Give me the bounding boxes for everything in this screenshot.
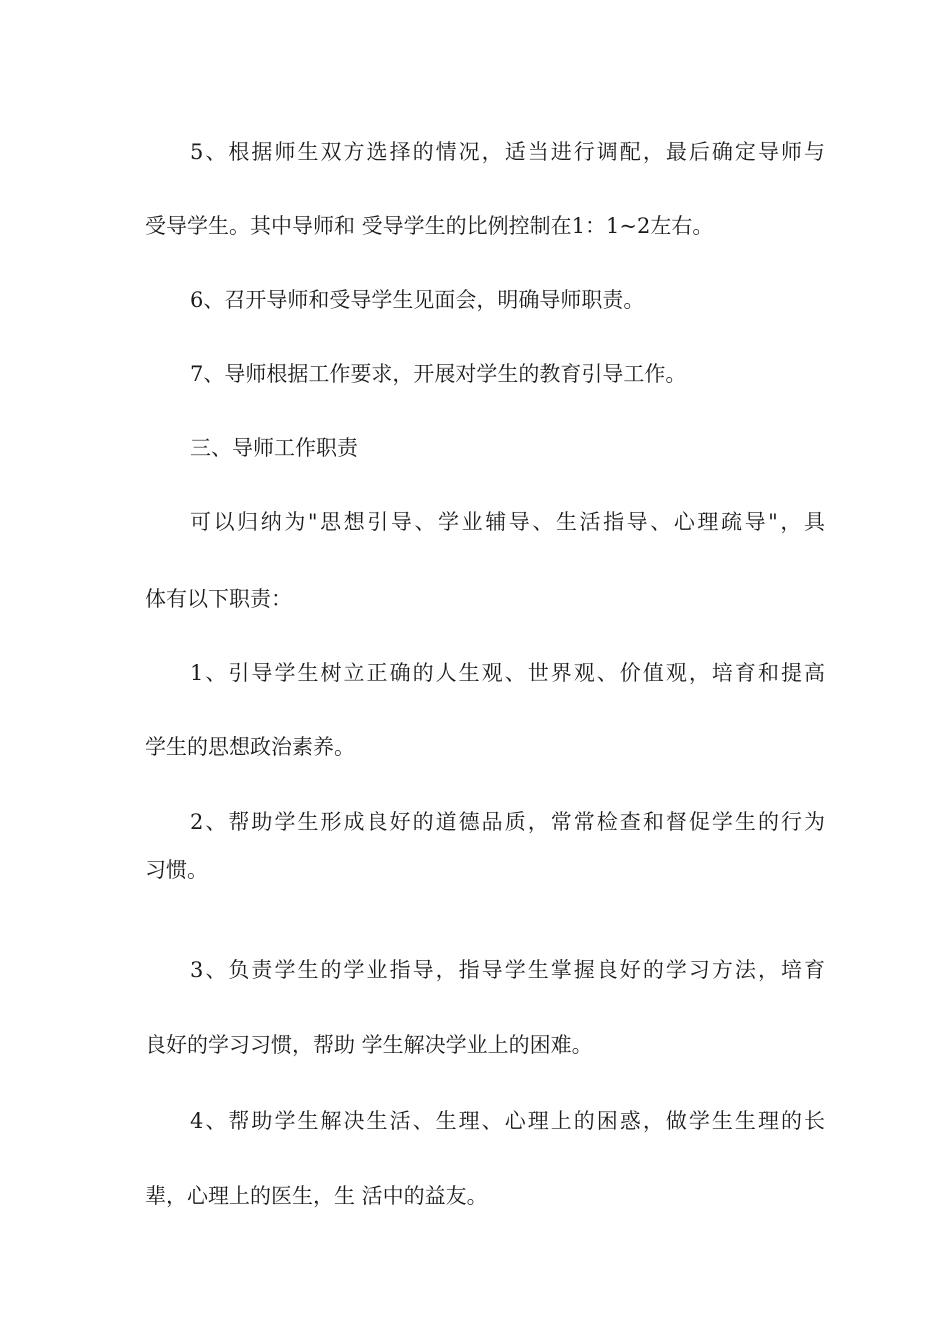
paragraph-6: 6、召开导师和受导学生见面会，明确导师职责。 [190,288,645,312]
duty-2-line-2: 习惯。 [145,858,208,882]
duty-1-line-2: 学生的思想政治素养。 [145,735,355,759]
section-heading-3: 三、导师工作职责 [190,436,358,460]
duty-3-line-1: 3、负责学生的学业指导，指导学生掌握良好的学习方法，培育 [190,958,825,982]
duty-4-line-2: 辈，心理上的医生，生 活中的益友。 [145,1184,488,1208]
paragraph-5-line-1: 5、根据师生双方选择的情况，适当进行调配，最后确定导师与 [190,140,825,164]
duty-4-line-1: 4、帮助学生解决生活、生理、心理上的困惑，做学生生理的长 [190,1109,825,1133]
duty-3-line-2: 良好的学习习惯，帮助 学生解决学业上的困难。 [145,1033,593,1057]
duty-1-line-1: 1、引导学生树立正确的人生观、世界观、价值观，培育和提高 [190,661,825,685]
duty-2-line-1: 2、帮助学生形成良好的道德品质，常常检查和督促学生的行为 [190,810,825,834]
paragraph-7: 7、导师根据工作要求，开展对学生的教育引导工作。 [190,362,687,386]
duties-intro-line-1: 可以归纳为"思想引导、学业辅导、生活指导、心理疏导"，具 [190,510,825,534]
duties-intro-line-2: 体有以下职责： [145,587,292,611]
paragraph-5-line-2: 受导学生。其中导师和 受导学生的比例控制在1：1~2左右。 [145,214,714,238]
